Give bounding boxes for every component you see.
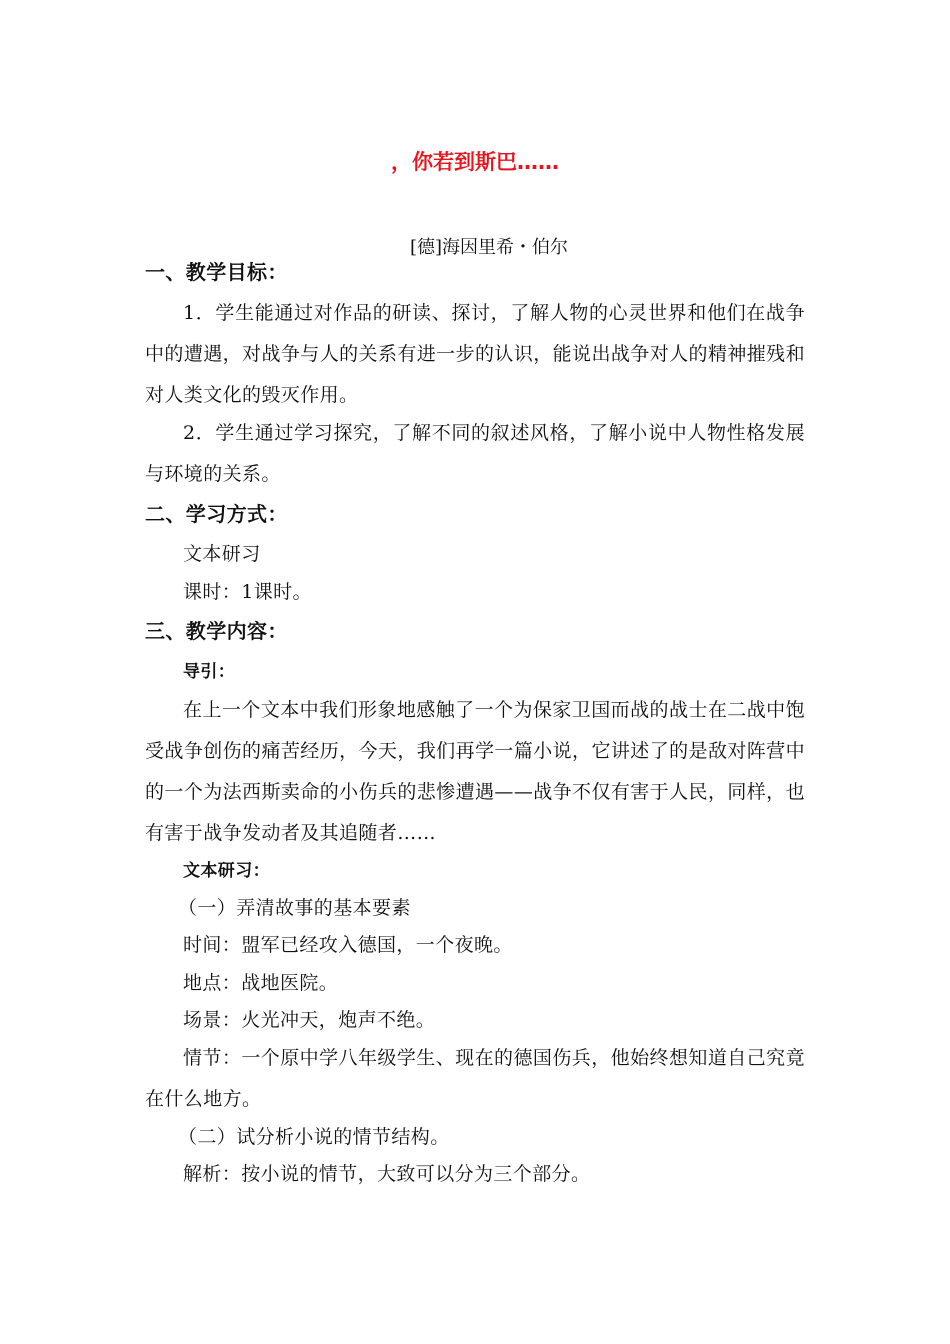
time-line: 时间：盟军已经攻入德国，一个夜晚。: [183, 934, 513, 956]
scene-line: 场景：火光冲天，炮声不绝。: [183, 1009, 436, 1031]
intro-label: 导引：: [183, 662, 236, 682]
class-hours-line: 课时：1课时。: [183, 581, 312, 603]
study-item-1: （一）弄清故事的基本要素: [178, 897, 411, 919]
method-line: 文本研习: [183, 543, 261, 565]
goal-paragraph-2: 2．学生通过学习探究，了解不同的叙述风格，了解小说中人物性格发展与环境的关系。: [145, 422, 805, 485]
place-line: 地点：战地医院。: [183, 972, 339, 994]
analysis-line: 解析：按小说的情节，大致可以分为三个部分。: [183, 1163, 591, 1185]
author-line: [德]海因里希・伯尔: [410, 237, 569, 258]
section-heading-content: 三、教学内容：: [145, 619, 288, 643]
study-label: 文本研习：: [183, 861, 270, 881]
section-heading-method: 二、学习方式：: [145, 502, 288, 526]
goal-paragraph-1: 1．学生能通过对作品的研读、探讨，了解人物的心灵世界和他们在战争中的遭遇，对战争与人的关系有进一步的认识，能说出战争对人的精神摧残和对人类文化的毁灭作用。: [145, 302, 805, 406]
intro-paragraph: 在上一个文本中我们形象地感触了一个为保家卫国而战的战士在二战中饱受战争创伤的痛苦经历，今天，我们再学一篇小说，它讲述了的是敌对阵营中的一个为法西斯卖命的小伤兵的悲惨遭遇——战争不仅有害于人民，同样，也有害于战争发动者及其追随者……: [145, 699, 805, 844]
plot-paragraph: 情节：一个原中学八年级学生、现在的德国伤兵，他始终想知道自己究竟在什么地方。: [145, 1047, 805, 1110]
study-item-2: （二）试分析小说的情节结构。: [178, 1126, 450, 1148]
section-heading-goals: 一、教学目标：: [145, 260, 288, 284]
document-title: ，你若到斯巴……: [391, 150, 559, 174]
